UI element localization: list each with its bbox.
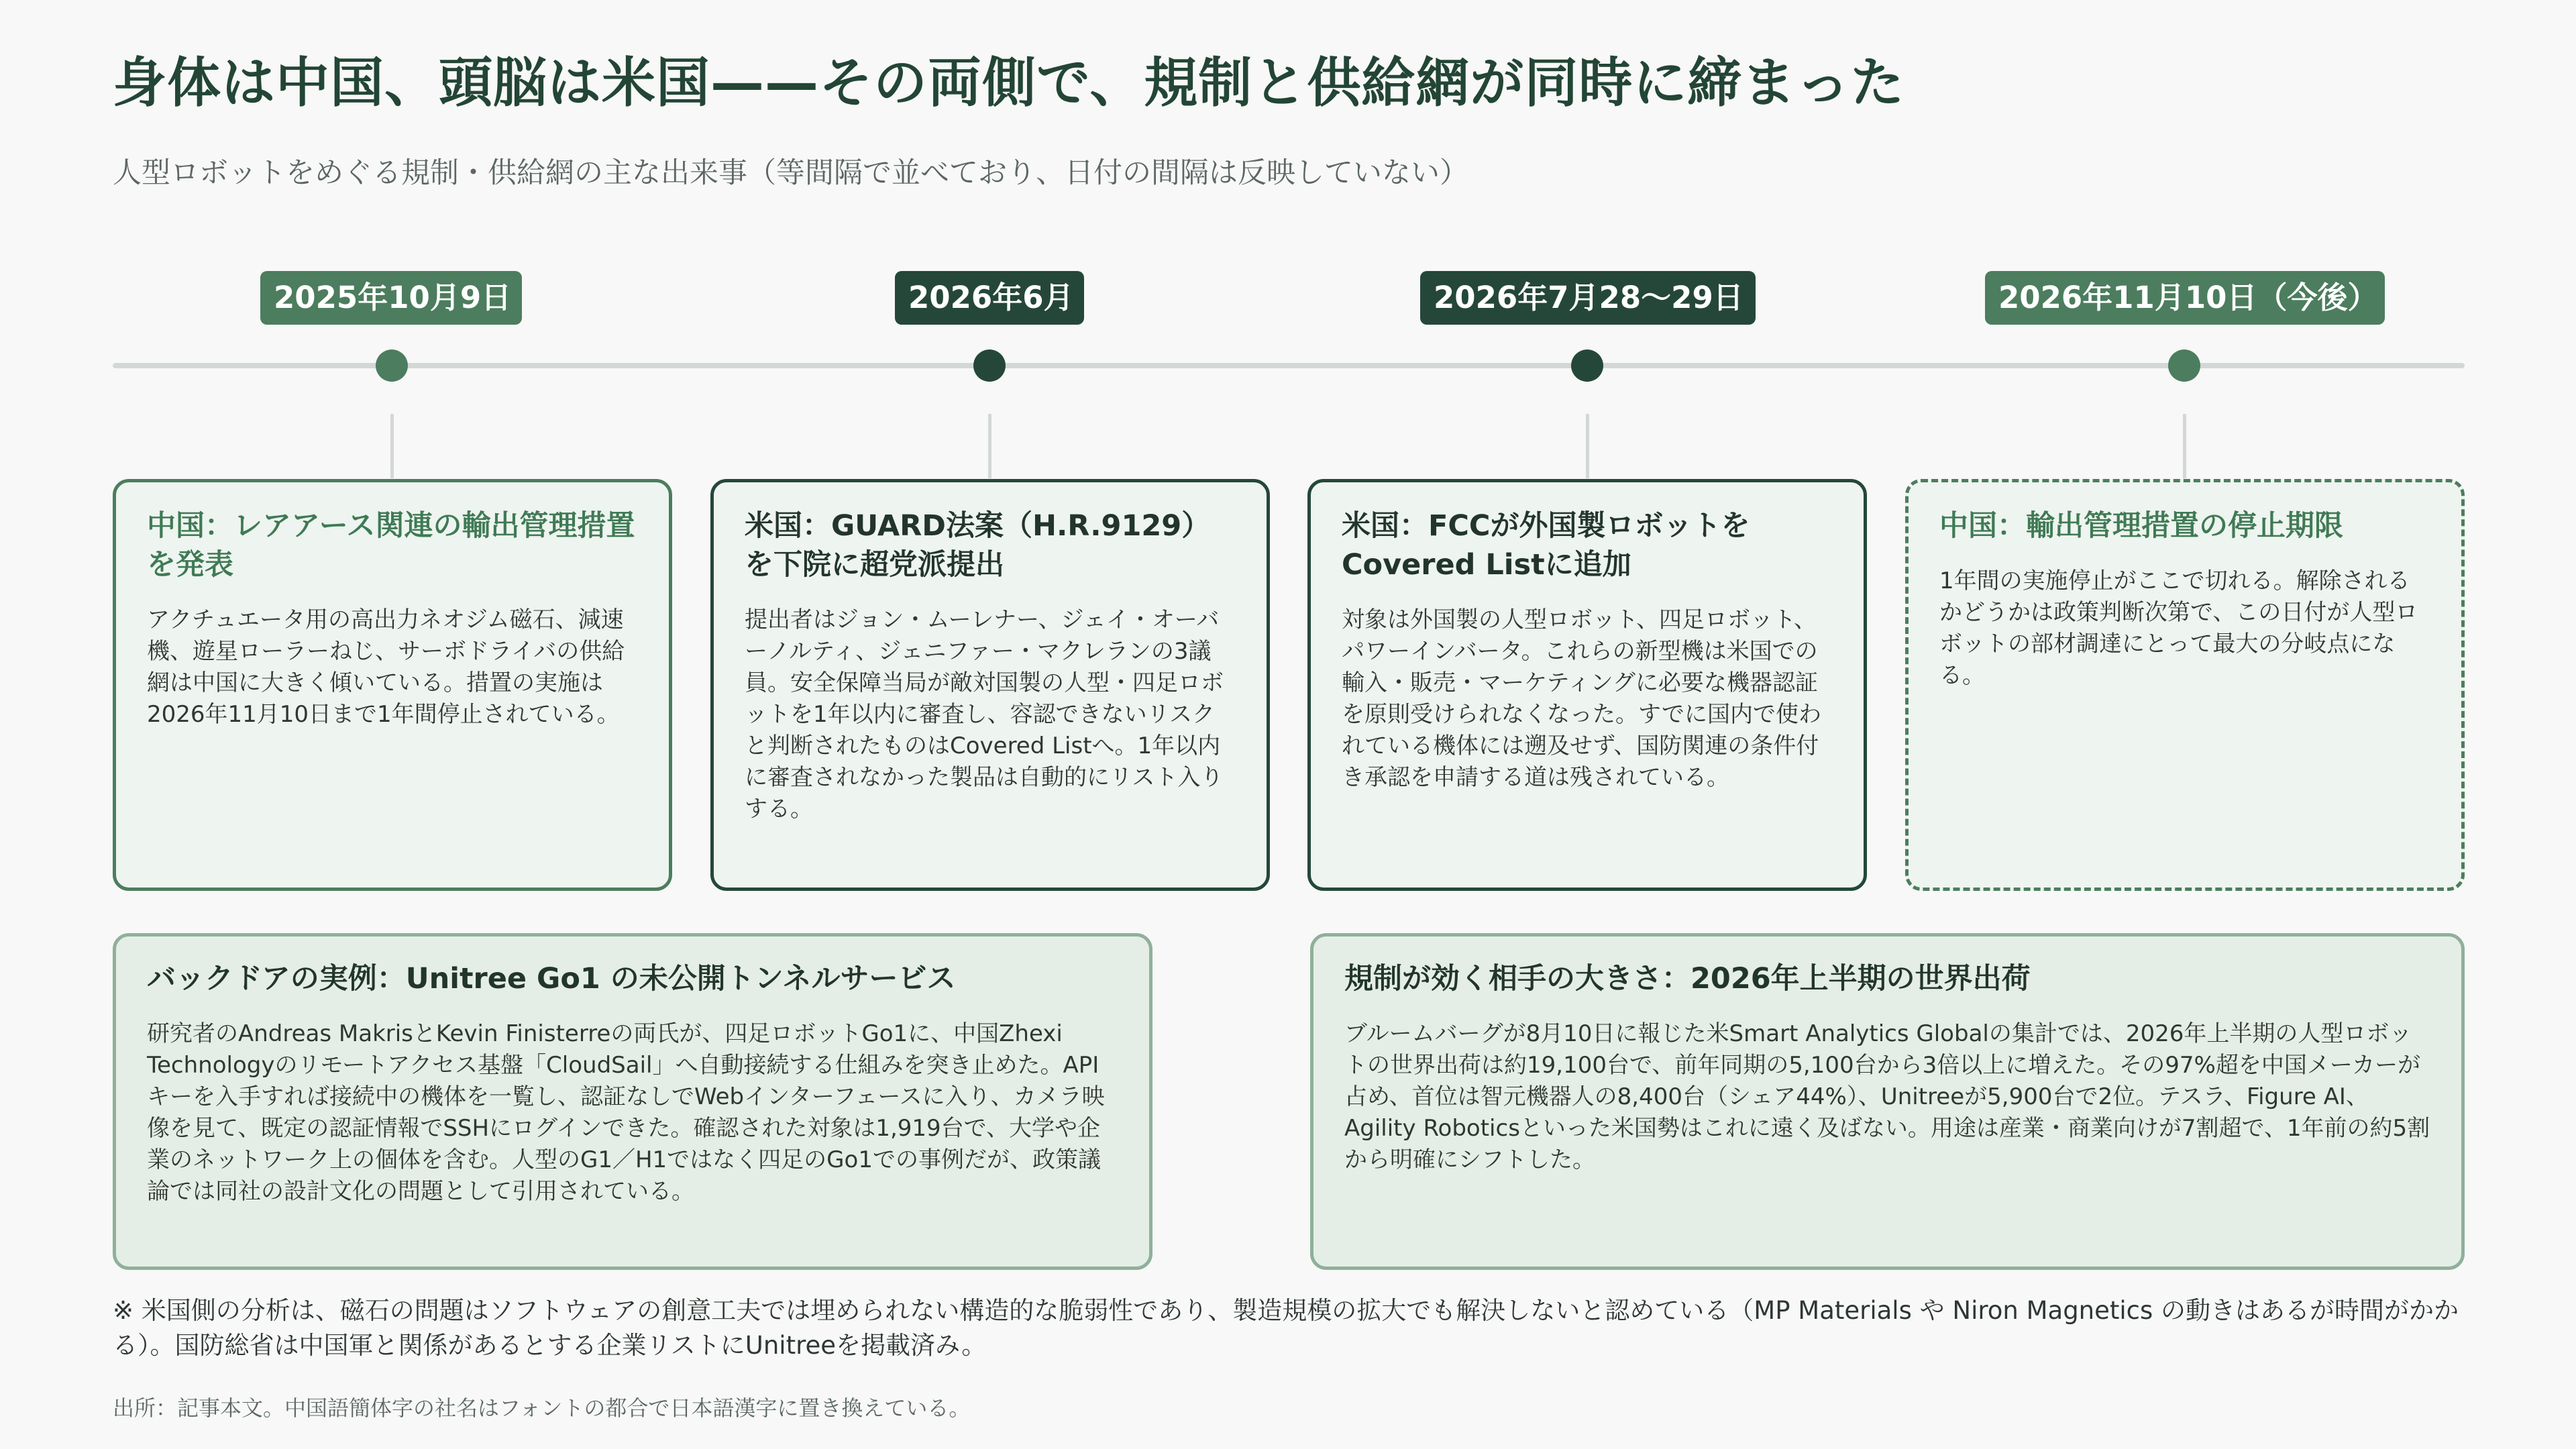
timeline-dot-1 [376, 350, 408, 382]
date-badge-2025-10-09: 2025年10月9日 [260, 271, 522, 325]
page-subtitle: 人型ロボットをめぐる規制・供給網の主な出来事（等間隔で並べており、日付の間隔は反映していない） [113, 156, 1468, 190]
event-card-body: 1年間の実施停止がここで切れる。解除されるかどうかは政策判断次第で、この日付が人型ロボットの部材調達にとって最大の分岐点になる。 [1939, 568, 2418, 689]
backdoor-panel [113, 933, 1152, 1270]
timeline-connector-4 [2183, 414, 2186, 478]
timeline-dot-3 [1571, 350, 1603, 382]
event-card-title: 米国：FCCが外国製ロボットをCovered Listに追加 [1342, 509, 1750, 582]
timeline-connector-3 [1586, 414, 1589, 478]
page-title: 身体は中国、頭脳は米国——その両側で、規制と供給網が同時に締まった [113, 52, 1905, 114]
timeline-connector-2 [988, 414, 991, 478]
market-panel-title: 規制が効く相手の大きさ：2026年上半期の世界出荷 [1344, 962, 2031, 996]
event-card-body: 提出者はジョン・ムーレナー、ジェイ・オーバーノルティ、ジェニファー・マクレランの3議員。安全保障当局が敵対国製の人型・四足ロボットを1年以内に審査し、容認できないリスクと判断されたものはCovered Listへ。1年以内に審査されなかった製品は自動的にリスト入りする。 [745, 606, 1224, 822]
event-card-body: 対象は外国製の人型ロボット、四足ロボット、パワーインバータ。これらの新型機は米国での輸入・販売・マーケティングに必要な機器認証を原則受けられなくなった。すでに国内で使われている機体には遡及せず、国防関連の条件付き承認を申請する道は残されている。 [1342, 606, 1822, 791]
source-note: 出所：記事本文。中国語簡体字の社名はフォントの都合で日本語漢字に置き換えている。 [113, 1395, 971, 1421]
timeline-dot-4 [2168, 350, 2200, 382]
date-badge-2026-06: 2026年6月 [895, 271, 1084, 325]
market-panel [1310, 933, 2465, 1270]
event-card-1 [113, 479, 672, 891]
event-card-3 [1307, 479, 1867, 891]
market-panel-body: ブルームバーグが8月10日に報じた米Smart Analytics Globalの集計では、2026年上半期の人型ロボットの世界出荷は約19,100台で、前年同期の5,100台から3倍以上に増えた。その97%超を中国メーカーが占め、首位は智元機器人の8,400台（シェア44%）、Unitreeが5,900台で2位。テスラ、Figure AI、Agility Roboticsといった米国勢はこれに遠く及ばない。用途は産業・商業向けが7割超で、1年前の約5割から明確にシフトした。 [1344, 1020, 2430, 1173]
event-card-2 [710, 479, 1270, 891]
event-card-title: 中国：レアアース関連の輸出管理措置を発表 [147, 509, 635, 582]
event-card-title: 中国：輸出管理措置の停止期限 [1939, 509, 2343, 543]
event-card-body: アクチュエータ用の高出力ネオジム磁石、減速機、遊星ローラーねじ、サーボドライバの供給網は中国に大きく傾いている。措置の実施は2026年11月10日まで1年間停止されている。 [147, 606, 625, 728]
backdoor-panel-title: バックドアの実例：Unitree Go1 の未公開トンネルサービス [147, 962, 956, 996]
event-card-title: 米国：GUARD法案（H.R.9129）を下院に超党派提出 [745, 509, 1211, 582]
backdoor-panel-body: 研究者のAndreas MakrisとKevin Finisterreの両氏が、四足ロボットGo1に、中国Zhexi Technologyのリモートアクセス基盤「CloudSail」へ自動接続する仕組みを突き止めた。APIキーを入手すれば接続中の機体を一覧し、認証なしでWebインターフェースに入り、カメラ映像を見て、既定の認証情報でSSHにログインできた。確認された対象は1,919台で、大学や企業のネットワーク上の個体を含む。人型のG1／H1ではなく四足のGo1での事例だが、政策議論では同社の設計文化の問題として引用されている。 [147, 1020, 1105, 1205]
timeline-connector-1 [390, 414, 394, 478]
date-badge-2026-11-10: 2026年11月10日（今後） [1985, 271, 2385, 325]
footnote: ※ 米国側の分析は、磁石の問題はソフトウェアの創意工夫では埋められない構造的な脆弱性であり、製造規模の拡大でも解決しないと認めている（MP Materials や Niron Magnetics の動きはあるが時間がかかる）。国防総省は中国軍と関係があるとする企業リストにUnitreeを掲載済み。 [113, 1296, 2459, 1360]
timeline-dot-2 [973, 350, 1006, 382]
date-badge-2026-07-28: 2026年7月28〜29日 [1420, 271, 1756, 325]
event-card-4 [1905, 479, 2465, 891]
timeline-axis [113, 363, 2465, 368]
